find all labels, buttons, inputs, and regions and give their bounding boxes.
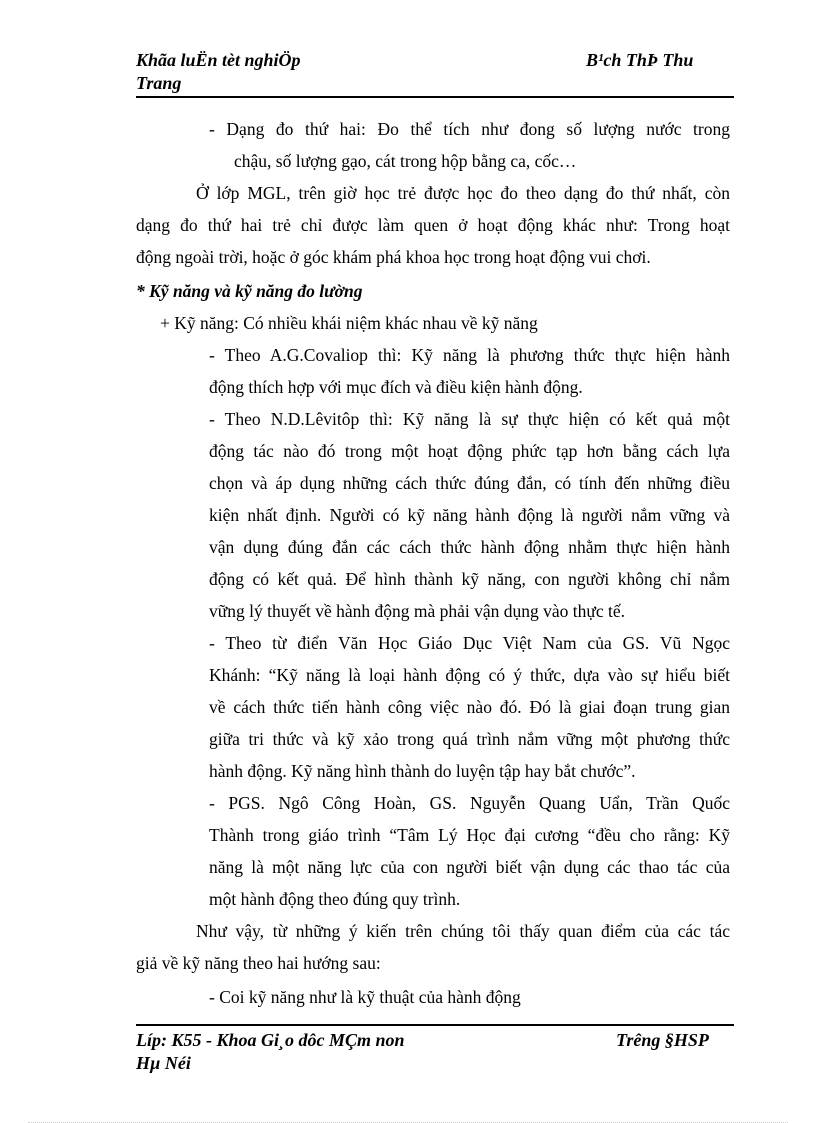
text-line: kiện nhất định. Người có kỹ năng hành động là người nắm vững và — [209, 505, 730, 525]
text-line: động ngoài trời, hoặc ở góc khám phá khoa học trong hoạt động vui chơi. — [136, 247, 651, 267]
text-line: - PGS. Ngô Công Hoàn, GS. Nguyễn Quang Uẩn, Trần Quốc — [209, 793, 730, 813]
header-page-label: Trang — [136, 73, 182, 93]
text-line: về cách thức tiến hành công việc nào đó. Đó là giai đoạn trung gian — [209, 697, 730, 717]
footer-class-info: Líp: K55 - Khoa Gi¸o dôc MÇm non — [136, 1030, 405, 1050]
text-line: + Kỹ năng: Có nhiều khái niệm khác nhau về kỹ năng — [160, 313, 538, 333]
text-line: động có kết quả. Để hình thành kỹ năng, con người không chỉ nắm — [209, 569, 730, 589]
footer-city: Hµ Néi — [136, 1053, 191, 1073]
text-line: hành động. Kỹ năng hình thành do luyện tập hay bắt chước”. — [209, 761, 636, 781]
text-line: động thích hợp với mục đích và điều kiện hành động. — [209, 377, 583, 397]
footer-rule — [136, 1024, 734, 1026]
text-line: - Coi kỹ năng như là kỹ thuật của hành động — [209, 987, 521, 1007]
page-footer — [136, 1029, 734, 1075]
text-line: - Theo A.G.Covaliop thì: Kỹ năng là phương thức thực hiện hành — [209, 345, 730, 365]
text-line: một hành động theo đúng quy trình. — [209, 889, 461, 909]
text-line: động tác nào đó trong một hoạt động phức tạp hơn bằng cách lựa — [209, 441, 730, 461]
text-line: dạng đo thứ hai trẻ chỉ được làm quen ở hoạt động khác như: Trong hoạt — [136, 215, 730, 235]
header-author: B¹ch ThÞ Thu — [586, 50, 694, 70]
section-heading: * Kỹ năng và kỹ năng đo lường — [136, 281, 363, 301]
text-line: vận dụng đúng đắn các cách thức hành động nhằm thực hiện hành — [209, 537, 730, 557]
text-line: Thành trong giáo trình “Tâm Lý Học đại cương “đều cho rằng: Kỹ — [209, 825, 730, 845]
text-line: Như vậy, từ những ý kiến trên chúng tôi thấy quan điểm của các tác — [196, 921, 730, 941]
text-line: - Theo từ điển Văn Học Giáo Dục Việt Nam của GS. Vũ Ngọc — [209, 633, 730, 653]
text-line: năng là một năng lực của con người biết vận dụng các thao tác của — [209, 857, 730, 877]
text-line: giữa tri thức và kỹ xảo trong quá trình nắm vững một phương thức — [209, 729, 730, 749]
text-line: chọn và áp dụng những cách thức đúng đắn, có tính đến những điều — [209, 473, 730, 493]
text-line: chậu, số lượng gạo, cát trong hộp bằng ca, cốc… — [234, 151, 577, 171]
text-line: - Theo N.D.Lêvitôp thì: Kỹ năng là sự thực hiện có kết quả một — [209, 409, 730, 429]
header-rule — [136, 96, 734, 98]
text-line: - Dạng đo thứ hai: Đo thể tích như đong số lượng nước trong — [209, 119, 730, 139]
text-line: Ở lớp MGL, trên giờ học trẻ được học đo theo dạng đo thứ nhất, còn — [196, 183, 730, 203]
text-line: vững lý thuyết về hành động mà phải vận dụng vào thực tế. — [209, 601, 626, 621]
text-line: giả về kỹ năng theo hai hướng sau: — [136, 953, 381, 973]
page-header — [136, 49, 734, 95]
footer-university: Trêng §HSP — [616, 1030, 709, 1050]
header-thesis-title: Khãa luËn tèt nghiÖp — [136, 50, 301, 70]
text-line: Khánh: “Kỹ năng là loại hành động có ý thức, dựa vào sự hiểu biết — [209, 665, 730, 685]
